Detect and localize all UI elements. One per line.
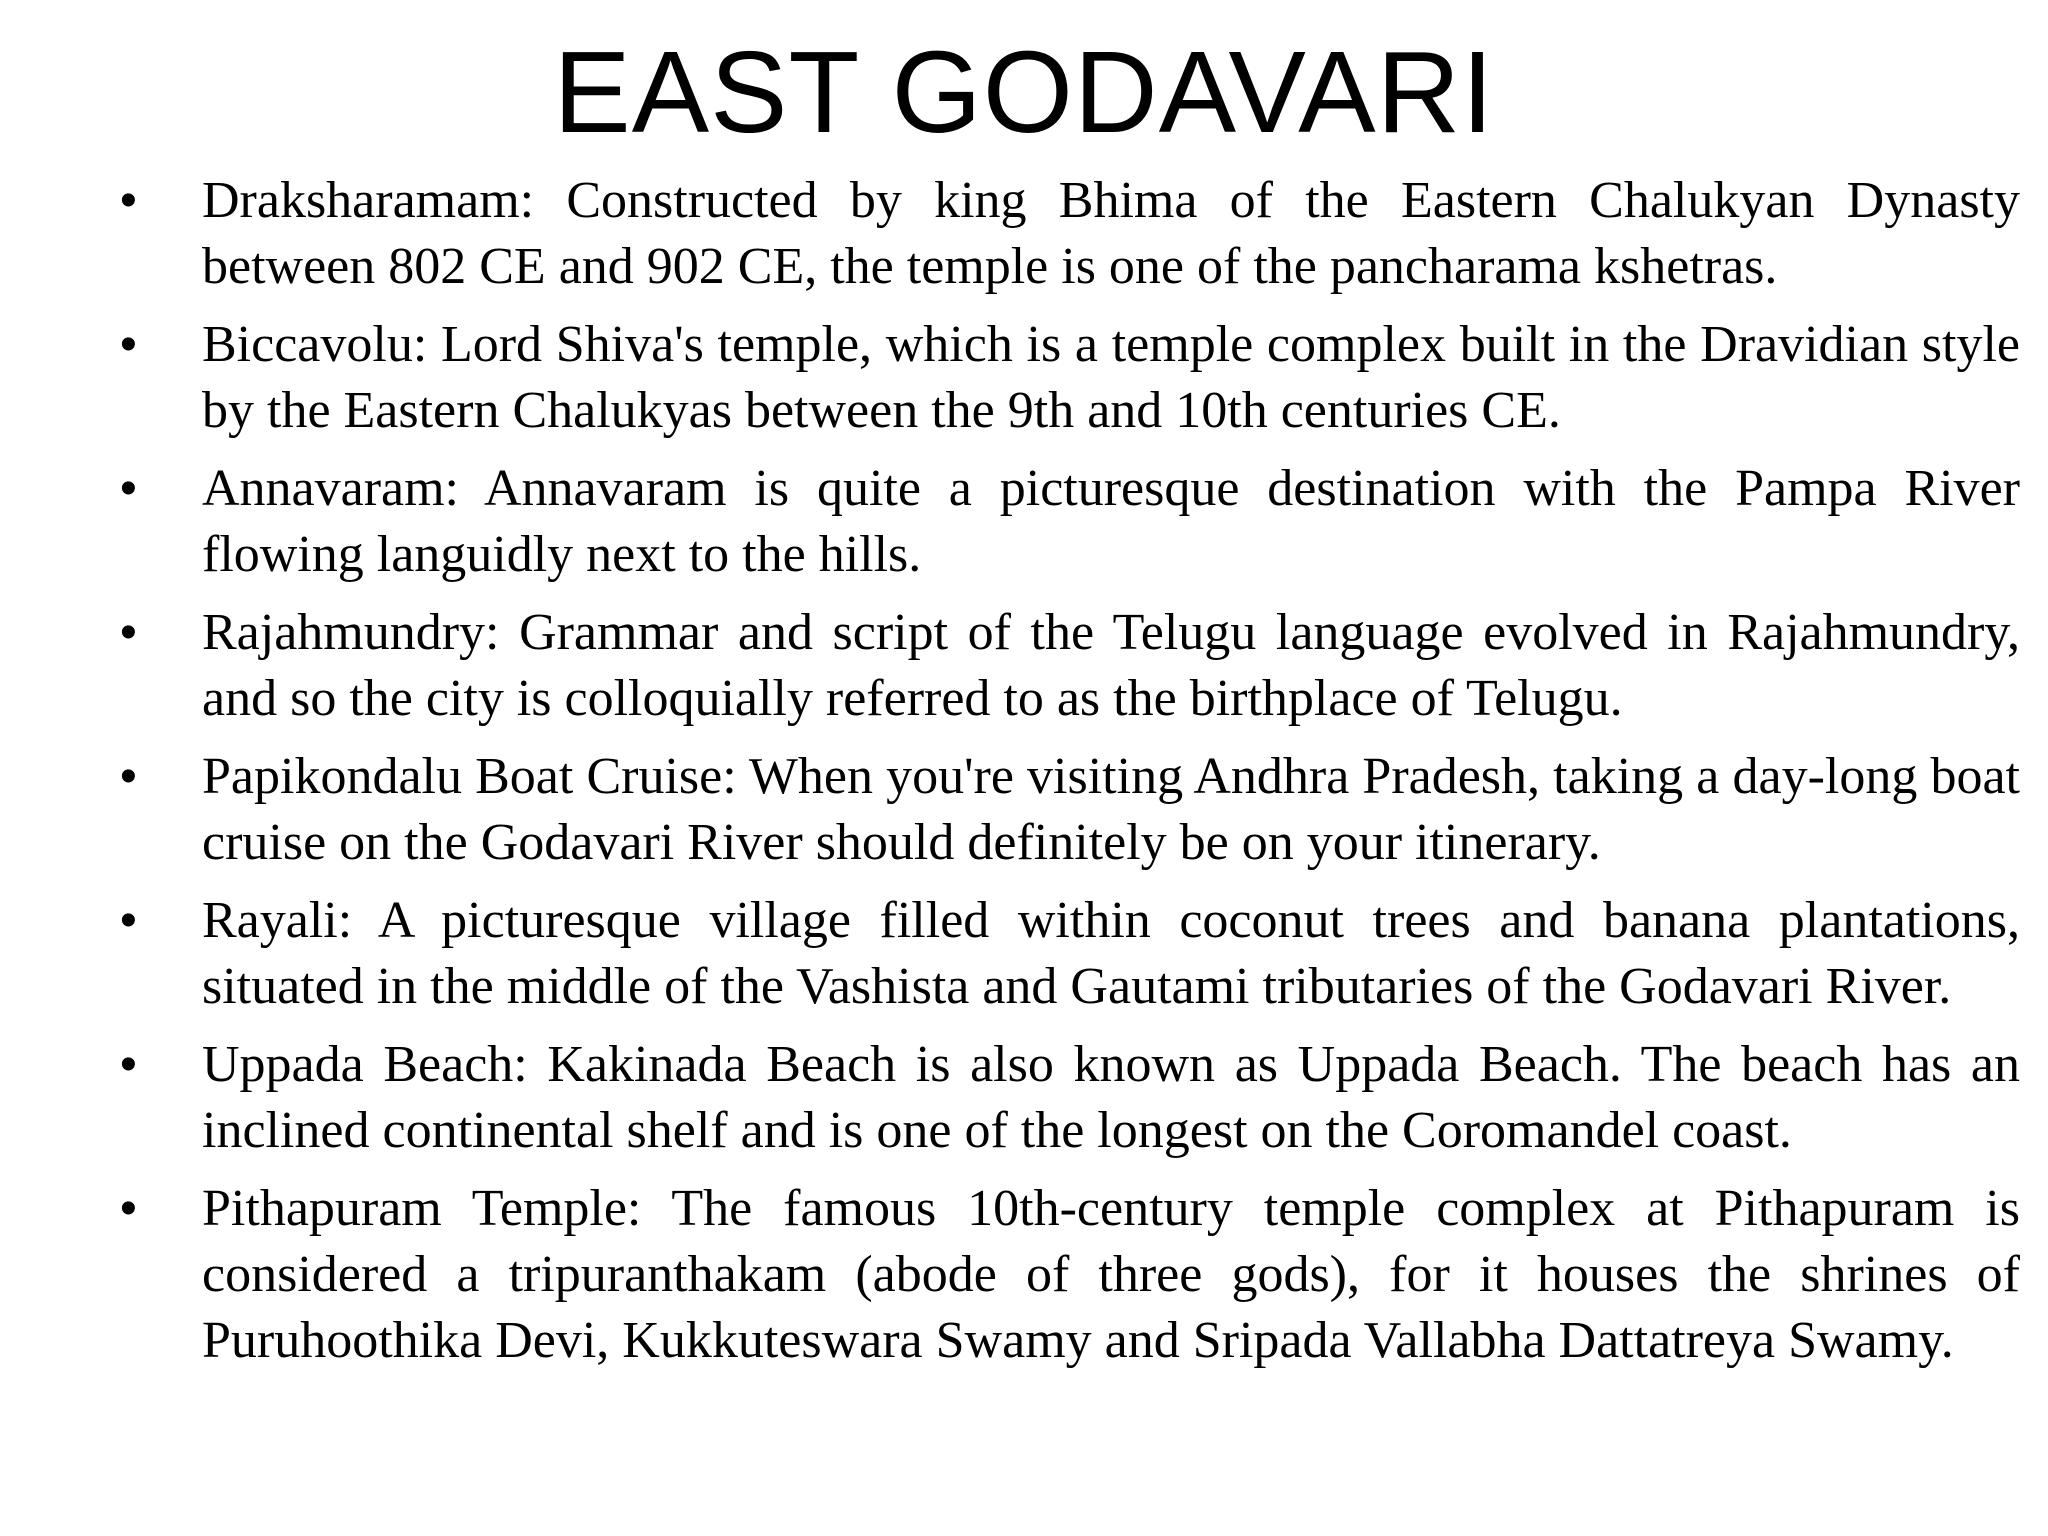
bullet-text: Pithapuram Temple: The famous 10th-century temple complex at Pithapuram is considered a tripuranthakam (abode of three gods), for it houses the shrines of Puruhoothika Devi, Kukkuteswara Swamy and Sripada Vallabha Dattatreya Swamy. (202, 1180, 2020, 1369)
bullet-icon: • (120, 318, 137, 371)
bullet-icon: • (120, 750, 137, 803)
bullet-icon: • (120, 606, 137, 659)
bullet-text: Draksharamam: Constructed by king Bhima of the Eastern Chalukyan Dynasty between 802 CE and 902 CE, the temple is one of the pancharama kshetras. (202, 172, 2020, 295)
bullet-text: Papikondalu Boat Cruise: When you're visiting Andhra Pradesh, taking a day-long boat cruise on the Godavari River should definitely be on your itinerary. (202, 748, 2020, 871)
bullet-list (120, 168, 2020, 1386)
bullet-icon: • (120, 174, 137, 227)
bullet-item-biccavolu (120, 312, 2020, 444)
bullet-item-rayali (120, 888, 2020, 1020)
bullet-text: Biccavolu: Lord Shiva's temple, which is a temple complex built in the Dravidian style by the Eastern Chalukyas between the 9th and 10th centuries CE. (202, 316, 2020, 439)
bullet-item-draksharamam (120, 168, 2020, 300)
bullet-text: Rajahmundry: Grammar and script of the Telugu language evolved in Rajahmundry, and so the city is colloquially referred to as the birthplace of Telugu. (202, 604, 2020, 727)
bullet-item-papikondalu (120, 744, 2020, 876)
bullet-icon: • (120, 462, 137, 515)
bullet-icon: • (120, 1182, 137, 1235)
bullet-icon: • (120, 894, 137, 947)
bullet-text: Uppada Beach: Kakinada Beach is also known as Uppada Beach. The beach has an inclined continental shelf and is one of the longest on the Coromandel coast. (202, 1036, 2020, 1159)
bullet-item-uppada-beach (120, 1032, 2020, 1164)
bullet-item-annavaram (120, 456, 2020, 588)
bullet-item-rajahmundry (120, 600, 2020, 732)
bullet-text: Annavaram: Annavaram is quite a picturesque destination with the Pampa River flowing languidly next to the hills. (202, 460, 2020, 583)
bullet-icon: • (120, 1038, 137, 1091)
bullet-item-pithapuram-temple (120, 1176, 2020, 1374)
slide-title: EAST GODAVARI (553, 27, 1495, 157)
bullet-text: Rayali: A picturesque village filled within coconut trees and banana plantations, situated in the middle of the Vashista and Gautami tributaries of the Godavari River. (202, 892, 2020, 1015)
